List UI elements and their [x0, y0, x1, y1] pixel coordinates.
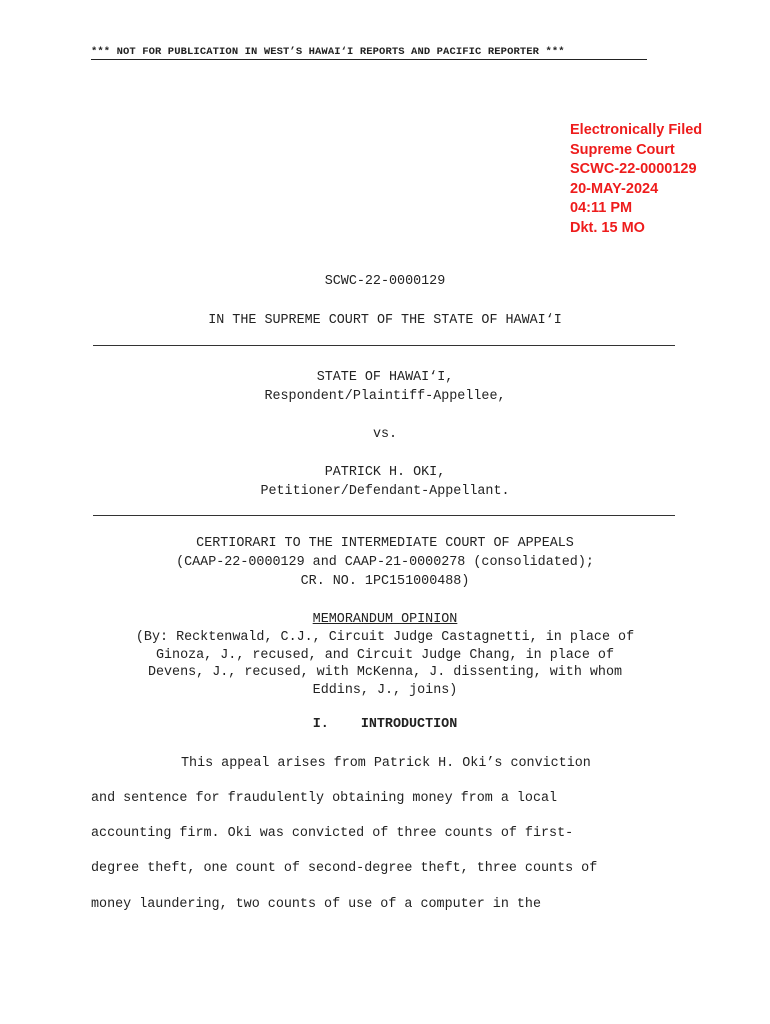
court-name: IN THE SUPREME COURT OF THE STATE OF HAWAI‘I	[208, 313, 562, 328]
efile-line: SCWC-22-0000129	[570, 161, 697, 178]
efile-line: 04:11 PM	[570, 200, 633, 217]
section-number: I.	[312, 717, 329, 732]
electronic-filing-stamp	[570, 121, 702, 239]
body-line: money laundering, two counts of use of a computer in the	[91, 897, 541, 912]
panel-line: (By: Recktenwald, C.J., Circuit Judge Castagnetti, in place of	[135, 630, 635, 645]
petitioner-role: Petitioner/Defendant-Appellant.	[260, 484, 510, 499]
panel-line: Ginoza, J., recused, and Circuit Judge Chang, in place of	[155, 648, 615, 663]
docket-number: SCWC-22-0000129	[324, 274, 446, 289]
efile-line: Dkt. 15 MO	[570, 219, 645, 236]
panel-line: Devens, J., recused, with McKenna, J. dissenting, with whom	[147, 665, 623, 680]
respondent-name: STATE OF HAWAI‘I,	[316, 370, 454, 385]
efile-line: Supreme Court	[570, 141, 675, 158]
body-line: accounting firm. Oki was convicted of three counts of first-	[91, 826, 574, 841]
certiorari-line: (CAAP-22-0000129 and CAAP-21-0000278 (consolidated);	[176, 555, 594, 570]
publication-notice: *** NOT FOR PUBLICATION IN WEST’S HAWAI‘I REPORTS AND PACIFIC REPORTER ***	[91, 46, 647, 60]
caption-rule-bottom	[93, 515, 675, 516]
panel-line: Eddins, J., joins)	[312, 683, 458, 698]
efile-line: Electronically Filed	[570, 122, 703, 138]
section-title: INTRODUCTION	[360, 717, 458, 732]
certiorari-line: CERTIORARI TO THE INTERMEDIATE COURT OF APPEALS	[196, 536, 574, 551]
opinion-title: MEMORANDUM OPINION	[312, 612, 458, 627]
body-line: This appeal arises from Patrick H. Oki’s conviction	[181, 756, 591, 771]
certiorari-line: CR. NO. 1PC151000488)	[300, 574, 470, 589]
efile-line: 20-MAY-2024	[570, 180, 659, 197]
caption-rule-top	[93, 345, 675, 346]
petitioner-name: PATRICK H. OKI,	[324, 465, 446, 480]
respondent-role: Respondent/Plaintiff-Appellee,	[264, 389, 506, 404]
body-line: and sentence for fraudulently obtaining money from a local	[91, 791, 558, 806]
section-heading	[0, 717, 770, 732]
versus: vs.	[372, 427, 398, 442]
body-line: degree theft, one count of second-degree theft, three counts of	[91, 861, 598, 876]
